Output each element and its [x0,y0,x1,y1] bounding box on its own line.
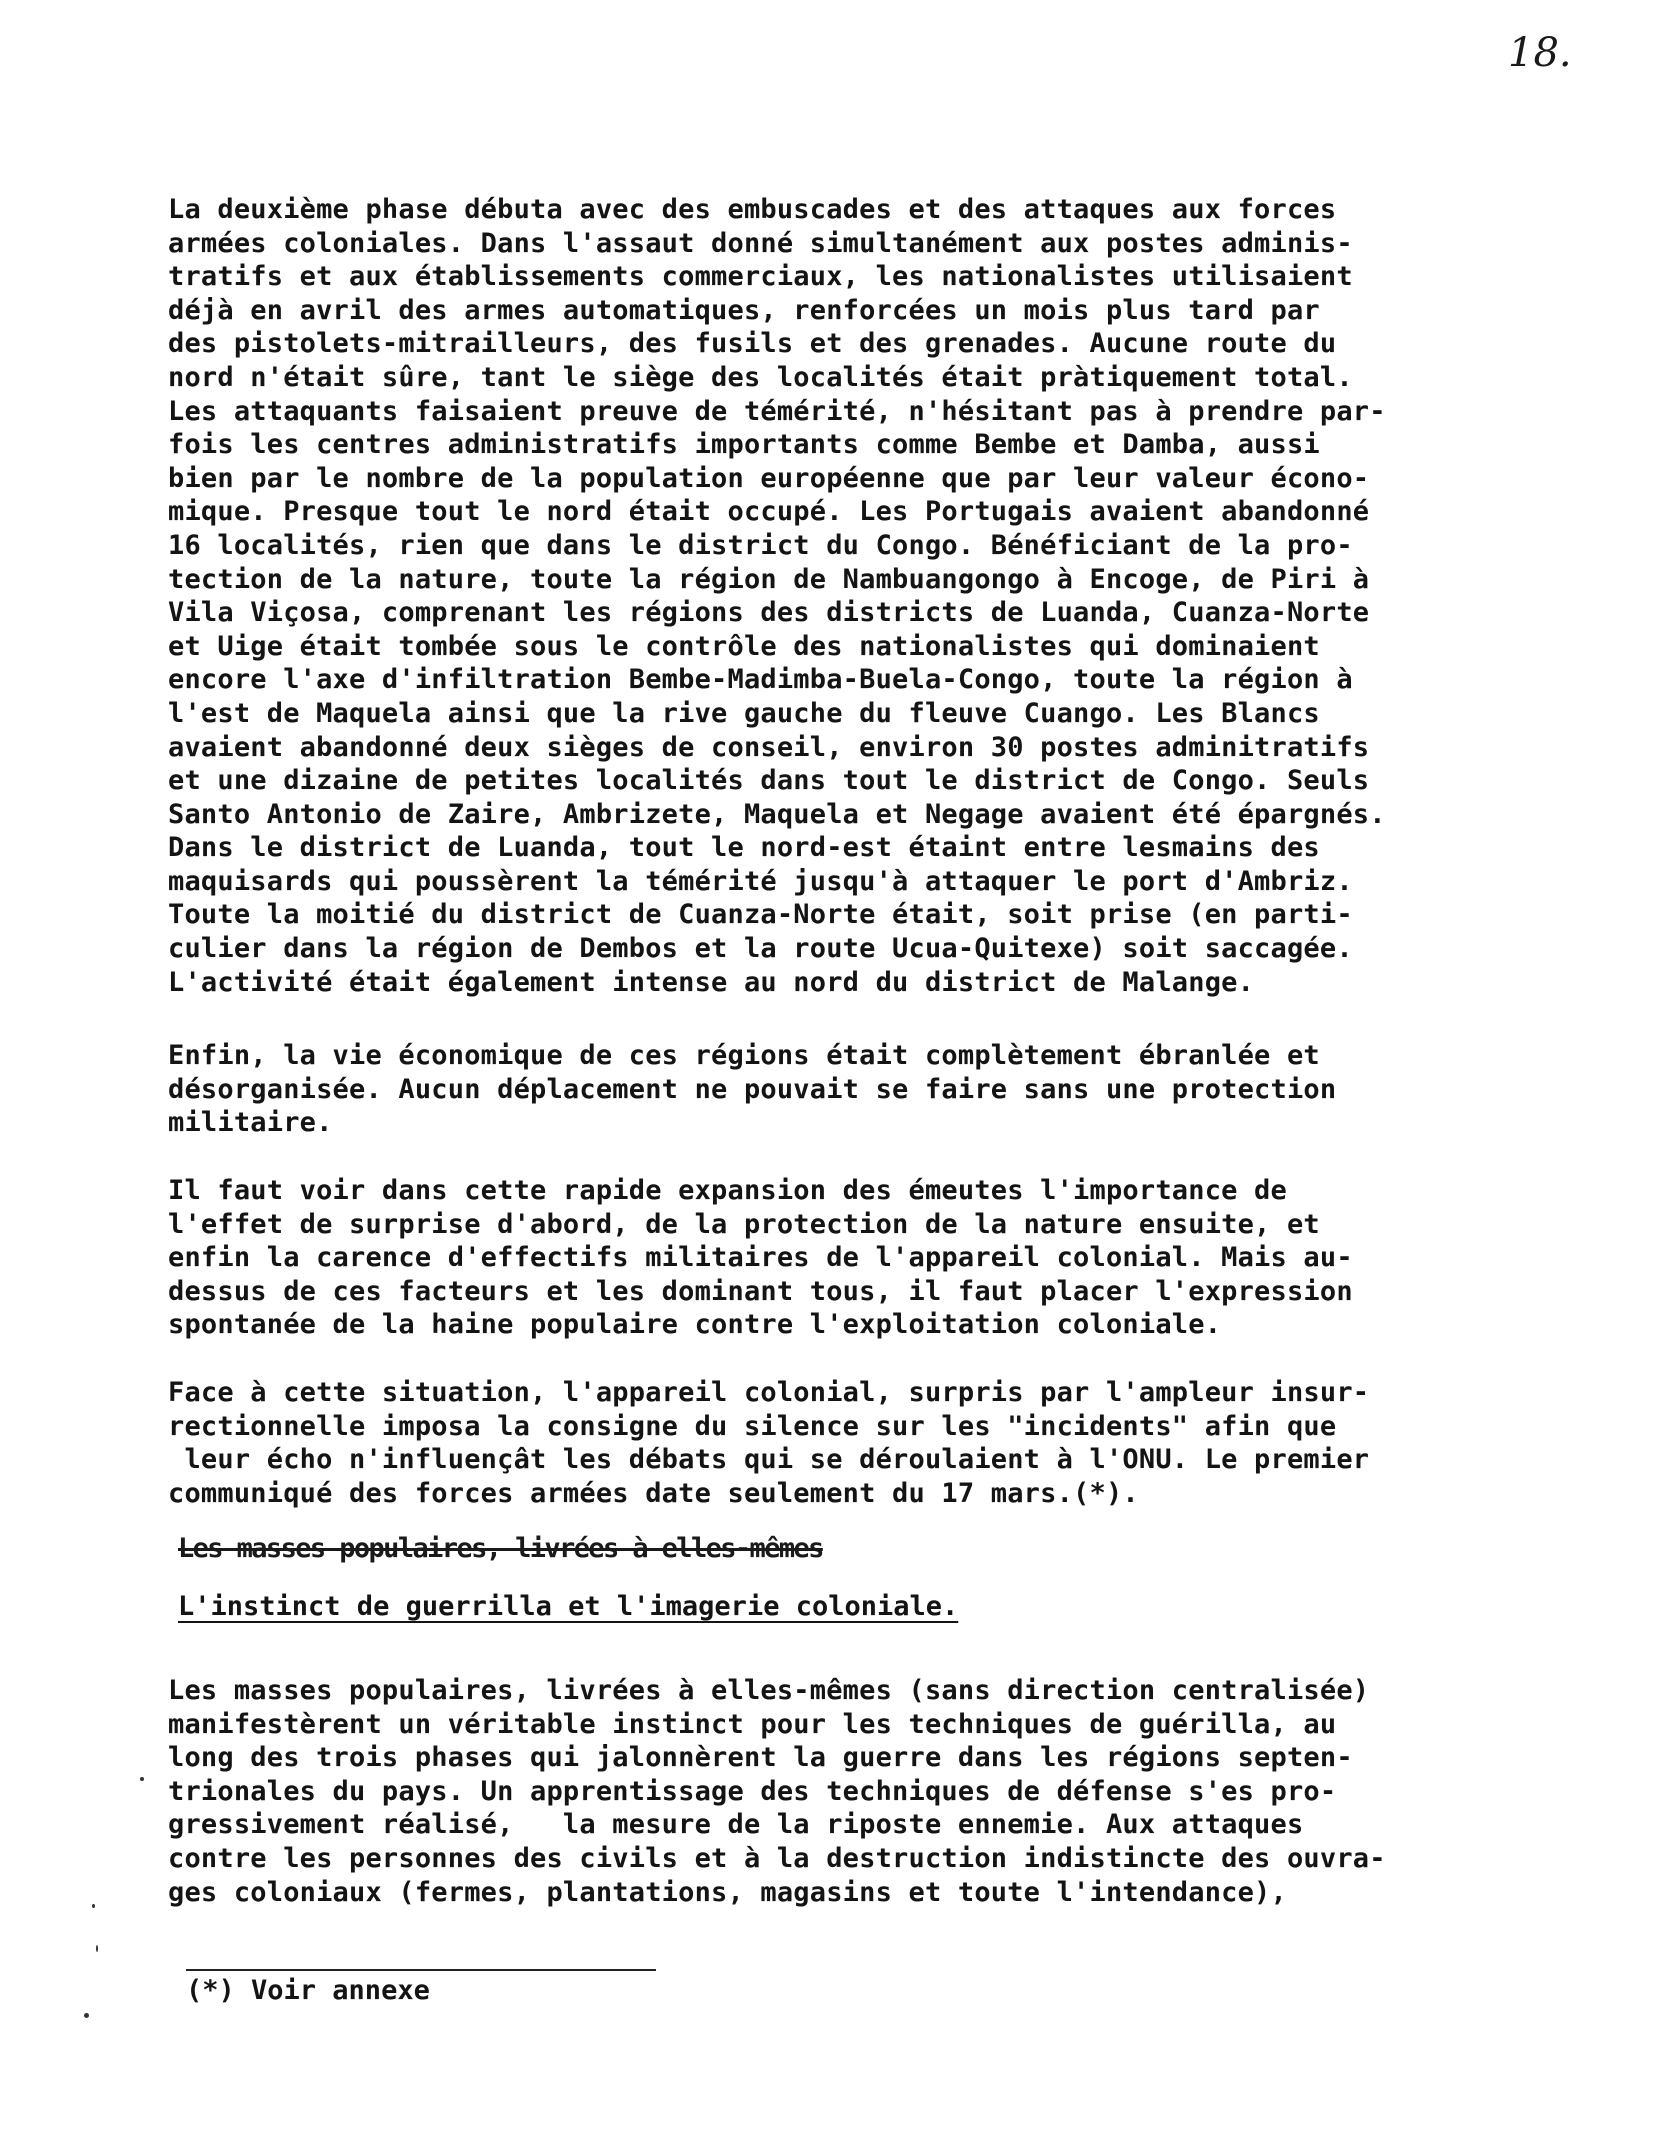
text-line: communiqué des forces armées date seulement du 17 mars.(*). [168,1477,1139,1509]
text-line: enfin la carence d'effectifs militaires de l'appareil colonial. Mais au- [168,1242,1353,1274]
scan-speck [84,2013,89,2018]
paragraph-4 [168,1376,1628,1510]
text-line: Dans le district de Luanda, tout le nord-est étaint entre lesmains des [168,832,1320,864]
text-line: armées coloniales. Dans l'assaut donné simultanément aux postes adminis- [168,227,1353,259]
text-line: contre les personnes des civils et à la destruction indistincte des ouvra- [168,1842,1386,1874]
text-line: bien par le nombre de la population européenne que par leur valeur écono- [168,462,1370,494]
text-line: déjà en avril des armes automatiques, renforcées un mois plus tard par [168,294,1320,326]
text-line: l'est de Maquela ainsi que la rive gauche du fleuve Cuango. Les Blancs [168,697,1320,729]
page-number: 18. [1508,30,1572,76]
text-line: et Uige était tombée sous le contrôle des nationalistes qui dominaient [168,630,1320,662]
struck-out-line: Les masses populaires, livrées à elles-mêmes [178,1533,823,1564]
text-line: nord n'était sûre, tant le siège des localités était pràtiquement total. [168,361,1353,393]
text-line: fois les centres administratifs importants comme Bembe et Damba, aussi [168,429,1320,461]
text-line: Enfin, la vie économique de ces régions était complètement ébranlée et [168,1040,1320,1071]
text-line: ges coloniaux (fermes, plantations, magasins et toute l'intendance), [168,1876,1287,1908]
section-heading: L'instinct de guerrilla et l'imagerie coloniale. [178,1591,959,1622]
text-line: Face à cette situation, l'appareil colonial, surpris par l'ampleur insur- [168,1377,1370,1408]
text-line: manifestèrent un véritable instinct pour les techniques de guérilla, au [168,1708,1337,1740]
text-line: des pistolets-mitrailleurs, des fusils et des grenades. Aucune route du [168,328,1337,360]
text-line: et une dizaine de petites localités dans tout le district de Congo. Seuls [168,765,1370,797]
text-line: dessus de ces facteurs et les dominant tous, il faut placer l'expression [168,1275,1353,1307]
text-line: rectionnelle imposa la consigne du silence sur les "incidents" afin que [168,1410,1337,1442]
scan-speck [92,1904,95,1908]
paragraph-1 [168,193,1628,999]
paragraph-5 [168,1674,1628,1909]
text-line: encore l'axe d'infiltration Bembe-Madimba-Buela-Congo, toute la région à [168,664,1353,696]
text-line: Les attaquants faisaient preuve de témérité, n'hésitant pas à prendre par- [168,395,1386,427]
paragraph-3 [168,1174,1628,1342]
footnote-rule [186,1969,656,1971]
scan-speck [96,1945,98,1952]
text-line: culier dans la région de Dembos et la route Ucua-Quitexe) soit saccagée. [168,933,1353,965]
text-line: militaire. [168,1107,333,1139]
text-line: L'activité était également intense au nord du district de Malange. [168,966,1255,998]
text-line: leur écho n'influençât les débats qui se déroulaient à l'ONU. Le premier [168,1444,1370,1476]
text-line: l'effet de surprise d'abord, de la protection de la nature ensuite, et [168,1208,1320,1240]
text-line: mique. Presque tout le nord était occupé. Les Portugais avaient abandonné [168,496,1370,528]
text-line: Toute la moitié du district de Cuanza-Norte était, soit prise (en parti- [168,899,1353,931]
footnote: (*) Voir annexe [186,1975,430,2006]
text-line: 16 localités, rien que dans le district du Congo. Bénéficiant de la pro- [168,529,1353,561]
text-line: La deuxième phase débuta avec des embuscades et des attaques aux forces [168,194,1337,225]
text-line: Vila Viçosa, comprenant les régions des districts de Luanda, Cuanza-Norte [168,597,1370,629]
text-line: Les masses populaires, livrées à elles-mêmes (sans direction centralisée) [168,1675,1370,1706]
text-line: tratifs et aux établissements commerciaux, les nationalistes utilisaient [168,261,1353,293]
paragraph-2 [168,1039,1628,1140]
text-line: désorganisée. Aucun déplacement ne pouvait se faire sans une protection [168,1073,1337,1105]
text-line: Santo Antonio de Zaire, Ambrizete, Maquela et Negage avaient été épargnés. [168,798,1386,830]
text-line: maquisards qui poussèrent la témérité jusqu'à attaquer le port d'Ambriz. [168,865,1353,897]
text-line: tection de la nature, toute la région de Nambuangongo à Encoge, de Piri à [168,563,1370,595]
text-line: trionales du pays. Un apprentissage des techniques de défense s'es pro- [168,1775,1337,1807]
text-line: avaient abandonné deux sièges de conseil, environ 30 postes adminitratifs [168,731,1370,763]
scan-speck [140,1777,144,1781]
text-line: Il faut voir dans cette rapide expansion des émeutes l'importance de [168,1175,1287,1206]
text-line: gressivement réalisé, la mesure de la riposte ennemie. Aux attaques [168,1809,1304,1841]
text-line: long des trois phases qui jalonnèrent la guerre dans les régions septen- [168,1742,1353,1774]
text-line: spontanée de la haine populaire contre l'exploitation coloniale. [168,1309,1222,1341]
